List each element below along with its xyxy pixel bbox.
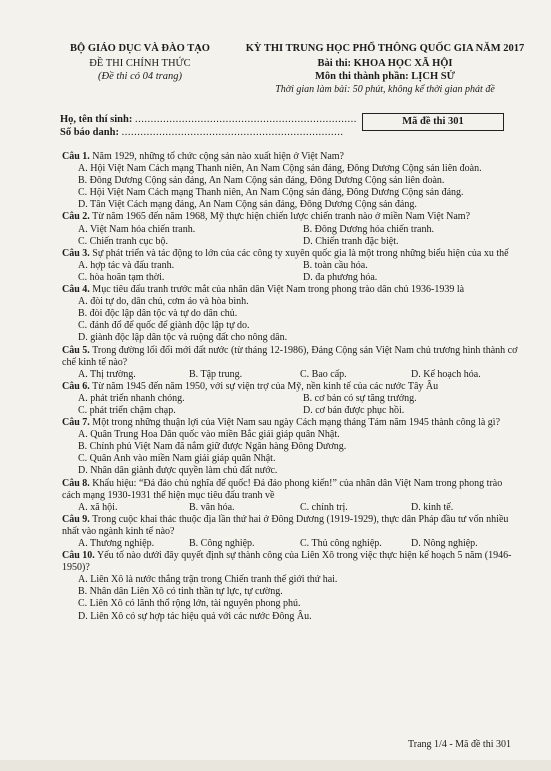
- answer-option: C. Quân Anh vào miền Nam giải giáp quân Nhật.: [78, 453, 276, 465]
- question-block: [62, 211, 522, 247]
- answer-row: [62, 260, 522, 272]
- answer-row: [62, 175, 522, 187]
- question-block: [62, 381, 522, 417]
- question-block: [62, 550, 522, 623]
- exam-code-box: Mã đề thi 301: [362, 113, 504, 131]
- answer-row: [62, 538, 522, 550]
- exam-title: KỲ THI TRUNG HỌC PHỔ THÔNG QUỐC GIA NĂM 2017: [245, 43, 525, 54]
- header-right: [225, 42, 545, 96]
- question-block: [62, 248, 522, 284]
- answer-option: C. đánh đổ để quốc để giành độc lập tự do.: [78, 320, 250, 332]
- answer-option: A. Quân Trung Hoa Dân quốc vào miền Bắc giải giáp quân Nhật.: [78, 429, 340, 441]
- answer-option: B. Tập trung.: [189, 368, 243, 380]
- question-text: Yếu tố nào dưới đây quyết định sự thành công của Liên Xô trong việc thực hiện kế hoạch 5 năm (1946-1950)?: [62, 550, 512, 574]
- question-block: [62, 417, 522, 477]
- answer-row: [62, 574, 522, 586]
- question-number: Câu 7.: [62, 417, 90, 429]
- answer-row: [62, 272, 522, 284]
- answer-option: D. đa phương hóa.: [303, 271, 378, 283]
- question-block: [62, 514, 522, 550]
- answer-option: D. cơ bản được phục hồi.: [303, 404, 405, 416]
- candidate-id-field: [60, 127, 343, 138]
- subject-name: Môn thi thành phần: LỊCH SỬ: [315, 71, 455, 82]
- answer-option: D. Nhân dân giành được quyền làm chủ đất nước.: [78, 465, 278, 477]
- question-text: Trong đường lối đổi mới đất nước (từ tháng 12-1986), Đảng Cộng sản Việt Nam chủ trương hình thành cơ chế kinh tế nào?: [62, 344, 518, 368]
- answer-option: B. Đông Dương hóa chiến tranh.: [303, 223, 434, 235]
- candidate-name-dots: .......................................................................: [134, 114, 357, 125]
- answer-row: [62, 332, 522, 344]
- answer-option: A. Thương nghiệp.: [78, 538, 155, 549]
- answer-option: C. phát triển chậm chạp.: [78, 404, 176, 416]
- answer-option: C. Hội Việt Nam Cách mạng Thanh niên, An Nam Cộng sản đảng, Đông Dương Cộng sản đảng.: [78, 187, 464, 199]
- candidate-name-label: Họ, tên thí sinh:: [60, 114, 133, 125]
- candidate-id-label: Số báo danh:: [60, 127, 119, 138]
- answer-option: D. giành độc lập dân tộc và ruộng đất cho nông dân.: [78, 332, 288, 344]
- answer-option: A. Thị trường.: [78, 368, 136, 380]
- page-count: (Đề thi có 04 trang): [98, 71, 182, 82]
- answer-option: A. đòi tự do, dân chủ, cơm áo và hòa bình.: [78, 296, 249, 308]
- question-block: [62, 345, 522, 381]
- answer-option: B. cơ bản có sự tăng trưởng.: [303, 392, 417, 404]
- question-number: Câu 8.: [62, 477, 90, 489]
- question-number: Câu 4.: [62, 284, 90, 296]
- question-block: [62, 151, 522, 211]
- question-stem: [62, 211, 522, 223]
- question-stem: [62, 478, 522, 502]
- question-stem: [62, 284, 522, 296]
- answer-option: D. Tân Việt Cách mạng đảng, An Nam Cộng sản đảng, Đông Dương Cộng sản đảng.: [78, 199, 417, 211]
- answer-option: D. Chiến tranh đặc biệt.: [303, 235, 399, 247]
- question-number: Câu 9.: [62, 513, 90, 525]
- exam-type: ĐỀ THI CHÍNH THỨC: [89, 58, 191, 69]
- answer-row: [62, 393, 522, 405]
- answer-option: B. toàn cầu hóa.: [303, 259, 368, 271]
- candidate-id-dots: .......................................................................: [121, 127, 344, 138]
- test-name: Bài thi: KHOA HỌC XÃ HỘI: [317, 58, 453, 69]
- ministry-name: BỘ GIÁO DỤC VÀ ĐÀO TẠO: [70, 43, 210, 54]
- question-number: Câu 3.: [62, 247, 90, 259]
- question-text: Từ năm 1945 đến năm 1950, với sự viện trợ của Mỹ, nền kinh tế của các nước Tây Âu: [92, 380, 439, 392]
- question-stem: [62, 248, 522, 260]
- question-block: [62, 284, 522, 344]
- answer-row: [62, 453, 522, 465]
- question-stem: [62, 514, 522, 538]
- question-stem: [62, 381, 522, 393]
- answer-option: C. Thủ công nghiệp.: [300, 538, 382, 549]
- answer-option: A. xã hội.: [78, 501, 118, 513]
- answer-row: [62, 236, 522, 248]
- answer-row: [62, 598, 522, 610]
- questions-list: [62, 151, 522, 623]
- answer-option: C. Chiến tranh cục bộ.: [78, 235, 168, 247]
- answer-row: [62, 308, 522, 320]
- question-text: Mục tiêu đấu tranh trước mắt của nhân dân Việt Nam trong phong trào dân chủ 1936-1939 là: [92, 284, 465, 296]
- answer-row: [62, 369, 522, 381]
- question-text: Một trong những thuận lợi của Việt Nam sau ngày Cách mạng tháng Tám năm 1945 thành công là gì?: [92, 417, 501, 429]
- answer-row: [62, 296, 522, 308]
- answer-option: A. Việt Nam hóa chiến tranh.: [78, 223, 196, 235]
- question-text: Sự phát triển và tác động to lớn của các công ty xuyên quốc gia là một trong những biểu hiện của xu thế: [92, 247, 509, 259]
- question-text: Khẩu hiệu: “Đả đảo chủ nghĩa đế quốc! Đả đảo phong kiến!” của nhân dân Việt Nam trong phong trào cách mạng 1930-1931 thể hiện mục tiêu đấu tranh về: [62, 477, 503, 501]
- answer-option: B. Nhân dân Liên Xô có tinh thần tự lực, tự cường.: [78, 586, 283, 598]
- answer-row: [62, 199, 522, 211]
- answer-option: C. Liên Xô có lãnh thổ rộng lớn, tài nguyên phong phú.: [78, 598, 301, 610]
- question-number: Câu 5.: [62, 344, 90, 356]
- answer-option: D. Kế hoạch hóa.: [411, 368, 481, 380]
- question-text: Từ năm 1965 đến năm 1968, Mỹ thực hiện chiến lược chiến tranh nào ở miền Nam Việt Nam?: [92, 211, 471, 223]
- question-number: Câu 2.: [62, 211, 90, 223]
- answer-option: D. kinh tế.: [411, 501, 454, 513]
- question-block: [62, 478, 522, 514]
- answer-option: A. phát triển nhanh chóng.: [78, 392, 185, 404]
- answer-option: A. Liên Xô là nước thắng trận trong Chiến tranh thế giới thứ hai.: [78, 574, 338, 586]
- answer-option: B. văn hóa.: [189, 501, 235, 513]
- answer-row: [62, 224, 522, 236]
- answer-option: B. đòi độc lập dân tộc và tự do dân chủ.: [78, 308, 238, 320]
- answer-option: C. chính trị.: [300, 501, 348, 513]
- answer-row: [62, 441, 522, 453]
- answer-option: D. Nông nghiệp.: [411, 538, 478, 549]
- answer-row: [62, 465, 522, 477]
- page-footer: Trang 1/4 - Mã đề thi 301: [408, 739, 511, 750]
- answer-row: [62, 429, 522, 441]
- question-number: Câu 10.: [62, 550, 95, 562]
- answer-row: [62, 502, 522, 514]
- time-note: Thời gian làm bài: 50 phút, không kể thời gian phát đề: [275, 84, 495, 95]
- answer-row: [62, 187, 522, 199]
- answer-option: B. Đông Dương Cộng sản đảng, An Nam Cộng sản đảng, Đông Dương Cộng sản liên đoàn.: [78, 175, 445, 187]
- answer-option: B. Công nghiệp.: [189, 538, 255, 549]
- page-bottom-edge: [0, 760, 551, 771]
- answer-row: [62, 586, 522, 598]
- answer-option: A. Hội Việt Nam Cách mạng Thanh niên, An Nam Cộng sản đảng, Đông Dương Cộng sản liên đoàn.: [78, 163, 482, 175]
- candidate-name-field: [60, 114, 357, 125]
- answer-row: [62, 611, 522, 623]
- answer-option: C. hòa hoãn tạm thời.: [78, 271, 165, 283]
- question-text: Năm 1929, những tổ chức cộng sản nào xuất hiện ở Việt Nam?: [92, 151, 344, 162]
- question-number: Câu 1.: [62, 151, 90, 162]
- answer-row: [62, 320, 522, 332]
- answer-option: B. Chính phủ Việt Nam đã nắm giữ được Ngân hàng Đông Dương.: [78, 441, 347, 453]
- question-text: Trong cuộc khai thác thuộc địa lần thứ hai ở Đông Dương (1919-1929), thực dân Pháp đầu tư vốn nhiều nhất vào ngành kinh tế nào?: [62, 513, 509, 537]
- answer-option: A. hợp tác và đấu tranh.: [78, 259, 175, 271]
- question-stem: [62, 151, 522, 163]
- answer-row: [62, 163, 522, 175]
- answer-option: D. Liên Xô có sự hợp tác hiệu quả với các nước Đông Âu.: [78, 610, 312, 622]
- answer-option: C. Bao cấp.: [300, 368, 347, 380]
- question-number: Câu 6.: [62, 380, 90, 392]
- answer-row: [62, 405, 522, 417]
- header-left: [50, 42, 230, 83]
- question-stem: [62, 345, 522, 369]
- question-stem: [62, 550, 522, 574]
- question-stem: [62, 417, 522, 429]
